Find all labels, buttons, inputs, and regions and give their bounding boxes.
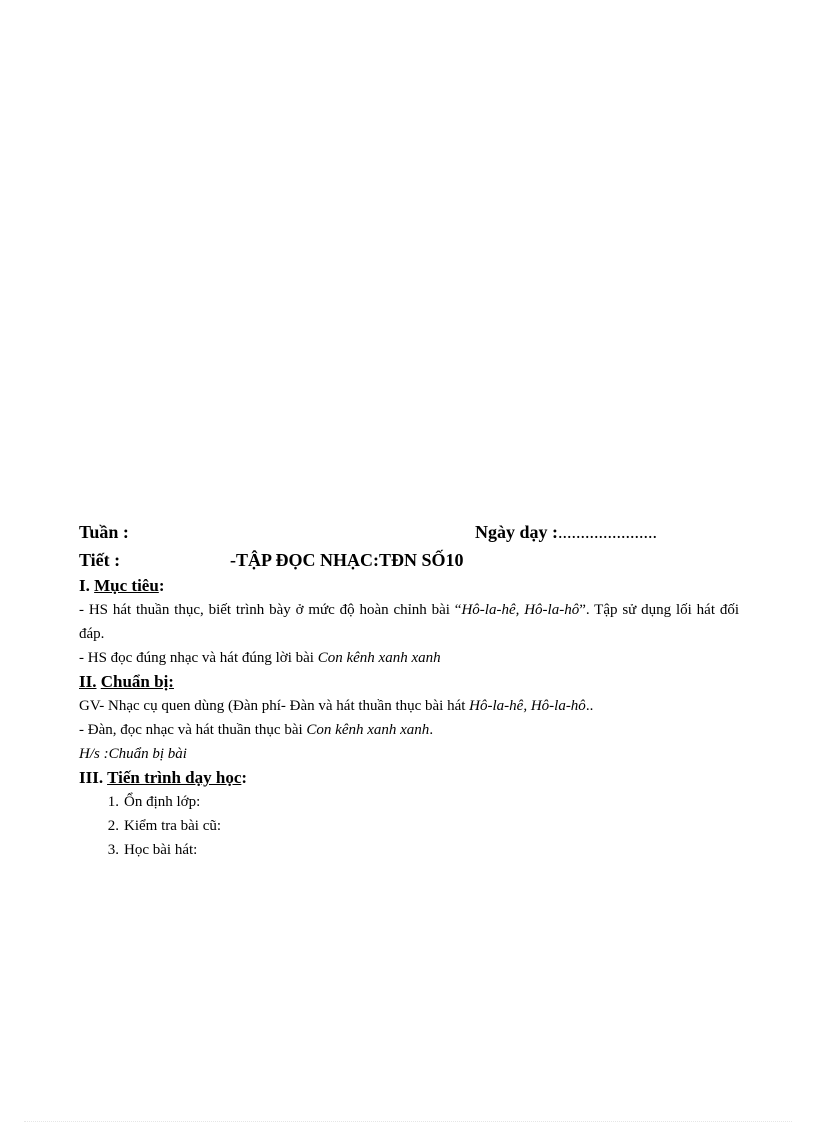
section-colon: :	[158, 576, 165, 595]
objective-text: ”. Tập sử dụng lối hát đối đáp.	[79, 602, 739, 642]
date-field	[475, 518, 657, 546]
song-title: Hô-la-hê, Hô-la-hô	[469, 698, 586, 714]
preparation-text: - Đàn, đọc nhạc và hát thuần thục bài	[79, 722, 307, 738]
preparation-line-3: H/s :Chuẩn bị bài	[79, 746, 187, 762]
list-text: Học bài hát:	[124, 842, 198, 858]
list-item	[79, 790, 739, 814]
preparation-line-1	[79, 694, 739, 718]
section-procedure-heading	[79, 766, 739, 790]
list-text: Ổn định lớp:	[124, 794, 201, 810]
song-title: Con kênh xanh xanh	[306, 722, 430, 738]
section-title: Chuẩn bị:	[100, 672, 174, 691]
date-dots: ......................	[558, 522, 658, 542]
list-text: Kiểm tra bài cũ:	[124, 818, 222, 834]
preparation-text: GV- Nhạc cụ quen dùng (Đàn phí- Đàn và hát thuần thục bài hát	[79, 698, 470, 714]
page-edge-divider	[24, 1121, 792, 1122]
section-objectives-heading	[79, 574, 739, 598]
lesson-plan	[79, 518, 739, 862]
preparation-text: ..	[585, 698, 594, 714]
list-item	[79, 838, 739, 862]
objective-paragraph-2	[79, 646, 739, 670]
section-number: III.	[79, 768, 104, 787]
list-item	[79, 814, 739, 838]
section-colon: :	[241, 768, 248, 787]
section-title: Tiến trình dạy học	[107, 768, 242, 787]
objective-text: - HS đọc đúng nhạc và hát đúng lời bài	[79, 650, 318, 666]
objective-paragraph-1	[79, 598, 739, 646]
section-preparation-heading	[79, 670, 739, 694]
list-number: 2.	[107, 818, 119, 834]
section-title: Mục tiêu	[94, 576, 159, 595]
list-number: 1.	[107, 794, 119, 810]
week-label: Tuần :	[79, 522, 129, 542]
preparation-line-2	[79, 718, 739, 742]
lesson-label: Tiết :	[79, 550, 121, 570]
list-number: 3.	[107, 842, 119, 858]
section-number: II.	[79, 672, 97, 691]
objective-text: - HS hát thuần thục, biết trình bày ở mức độ hoàn chỉnh bài “	[79, 602, 462, 618]
lesson-row	[79, 546, 739, 574]
preparation-text: .	[429, 722, 434, 738]
date-label: Ngày dạy :	[475, 522, 559, 542]
section-number: I.	[79, 576, 90, 595]
week-row	[79, 518, 739, 546]
song-title: Con kênh xanh xanh	[317, 650, 441, 666]
song-title: Hô-la-hê, Hô-la-hô	[461, 602, 580, 618]
lesson-title: -TẬP ĐỌC NHẠC:TĐN SỐ10	[230, 550, 464, 570]
